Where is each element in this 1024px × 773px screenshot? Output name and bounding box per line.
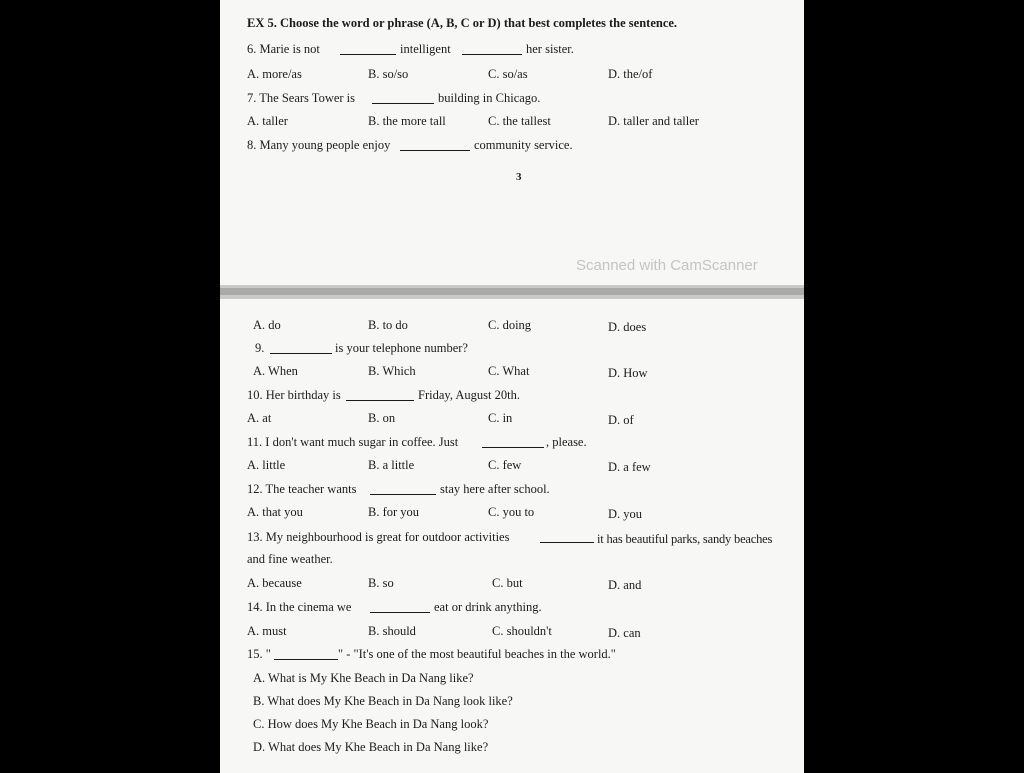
q15-option-c: C. How does My Khe Beach in Da Nang look? xyxy=(253,717,489,731)
q9-text-2: is your telephone number? xyxy=(335,341,468,355)
q9-option-d: D. How xyxy=(608,366,648,380)
q11-option-a: A. little xyxy=(247,458,286,472)
q9-text-1: 9. xyxy=(255,341,265,355)
q6-blank-1 xyxy=(340,54,396,55)
q13-text-2: it has beautiful parks, sandy beaches xyxy=(597,532,773,546)
q15-option-b: B. What does My Khe Beach in Da Nang look like? xyxy=(253,694,513,708)
page-number: 3 xyxy=(516,171,522,183)
q14-blank xyxy=(370,612,430,613)
q11-blank xyxy=(482,447,544,448)
q7-option-c: C. the tallest xyxy=(488,114,551,128)
q11-option-b: B. a little xyxy=(368,458,415,472)
exercise-title: EX 5. Choose the word or phrase (A, B, C or D) that best completes the sentence. xyxy=(247,16,678,30)
q12-blank xyxy=(370,494,436,495)
q12-option-c: C. you to xyxy=(488,505,535,519)
q6-option-a: A. more/as xyxy=(247,67,302,81)
q15-blank xyxy=(274,659,338,660)
q15-text-2: " - "It's one of the most beautiful beaches in the world." xyxy=(338,647,616,661)
q9-option-c: C. What xyxy=(488,364,530,378)
q6-option-d: D. the/of xyxy=(608,67,653,81)
q12-option-d: D. you xyxy=(608,507,643,521)
q13-option-d: D. and xyxy=(608,578,642,592)
q11-option-d: D. a few xyxy=(608,460,651,474)
q9-option-b: B. Which xyxy=(368,364,416,378)
q12-text-2: stay here after school. xyxy=(440,482,550,496)
q11-text-2: , please. xyxy=(546,435,587,449)
q13-option-c: C. but xyxy=(492,576,523,590)
q6-option-c: C. so/as xyxy=(488,67,528,81)
q13-option-a: A. because xyxy=(247,576,302,590)
q10-option-d: D. of xyxy=(608,413,634,427)
q15-option-a: A. What is My Khe Beach in Da Nang like? xyxy=(253,671,474,685)
q12-option-b: B. for you xyxy=(368,505,420,519)
q13-text-1: 13. My neighbourhood is great for outdoor activities xyxy=(247,530,510,544)
q6-blank-2 xyxy=(462,54,522,55)
q12-text-1: 12. The teacher wants xyxy=(247,482,357,496)
q14-option-d: D. can xyxy=(608,626,641,640)
q14-option-b: B. should xyxy=(368,624,416,638)
q14-text-2: eat or drink anything. xyxy=(434,600,542,614)
q7-option-a: A. taller xyxy=(247,114,288,128)
q6-option-b: B. so/so xyxy=(368,67,409,81)
q8-text-2: community service. xyxy=(474,138,573,152)
q14-text-1: 14. In the cinema we xyxy=(247,600,352,614)
q13-text-line2: and fine weather. xyxy=(247,552,333,566)
q7-option-d: D. taller and taller xyxy=(608,114,699,128)
q8-text-1: 8. Many young people enjoy xyxy=(247,138,391,152)
q13-blank xyxy=(540,542,594,543)
q10-text-1: 10. Her birthday is xyxy=(247,388,341,402)
q10-option-a: A. at xyxy=(247,411,272,425)
q6-text-1: 6. Marie is not xyxy=(247,42,320,56)
q15-text-1: 15. " xyxy=(247,647,271,661)
q11-option-c: C. few xyxy=(488,458,522,472)
q8-option-c: C. doing xyxy=(488,318,532,332)
q7-text-2: building in Chicago. xyxy=(438,91,541,105)
q7-text-1: 7. The Sears Tower is xyxy=(247,91,356,105)
q8-option-d: D. does xyxy=(608,320,647,334)
q11-text-1: 11. I don't want much sugar in coffee. Just xyxy=(247,435,459,449)
q10-text-2: Friday, August 20th. xyxy=(418,388,520,402)
q13-option-b: B. so xyxy=(368,576,394,590)
q12-option-a: A. that you xyxy=(247,505,303,519)
q7-option-b: B. the more tall xyxy=(368,114,446,128)
q9-blank xyxy=(270,353,332,354)
q8-option-b: B. to do xyxy=(368,318,408,332)
q10-blank xyxy=(346,400,414,401)
q7-blank xyxy=(372,103,434,104)
q10-option-c: C. in xyxy=(488,411,513,425)
q6-text-2: intelligent xyxy=(400,42,451,56)
q9-option-a: A. When xyxy=(253,364,298,378)
scan-divider xyxy=(220,285,804,299)
q14-option-a: A. must xyxy=(247,624,287,638)
q6-text-3: her sister. xyxy=(526,42,574,56)
scanned-document-page xyxy=(220,0,804,773)
q15-option-d: D. What does My Khe Beach in Da Nang like? xyxy=(253,740,489,754)
q10-option-b: B. on xyxy=(368,411,396,425)
q14-option-c: C. shouldn't xyxy=(492,624,552,638)
q8-blank xyxy=(400,150,470,151)
scanner-watermark: Scanned with CamScanner xyxy=(576,257,758,274)
q8-option-a: A. do xyxy=(253,318,281,332)
